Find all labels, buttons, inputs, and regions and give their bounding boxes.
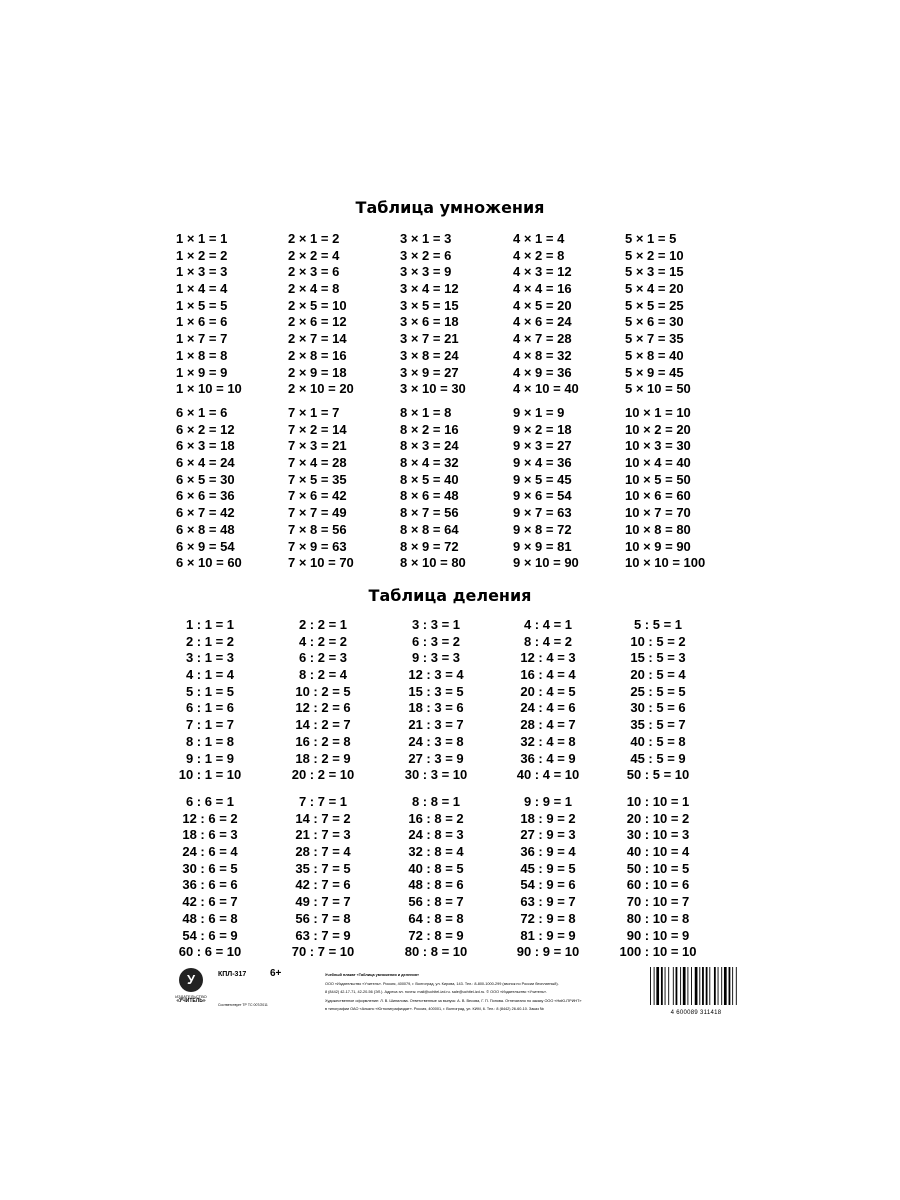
multiplication-row: 7 × 2 = 14	[288, 421, 347, 437]
division-row: 64 : 8 = 8	[408, 910, 464, 926]
division-row: 2 : 2 = 1	[298, 617, 348, 632]
multiplication-row: 9 × 7 = 63	[513, 505, 572, 521]
division-row: 28 : 7 = 4	[295, 844, 351, 860]
multiplication-row: 9 × 8 = 72	[513, 521, 572, 537]
division-row: 50 : 5 = 10	[626, 767, 690, 783]
multiplication-row: 3 × 1 = 3	[400, 231, 452, 246]
division-row: 7 : 1 = 7	[185, 717, 235, 733]
multiplication-row: 9 × 9 = 81	[513, 538, 572, 554]
multiplication-row: 5 × 1 = 5	[625, 231, 677, 246]
division-row: 4 : 4 = 1	[523, 617, 573, 632]
barcode-number: 4 600089 311418	[670, 1010, 722, 1016]
division-row: 12 : 3 = 4	[408, 667, 464, 683]
division-row: 81 : 9 = 9	[520, 927, 576, 943]
division-row: 48 : 8 = 6	[408, 877, 464, 893]
division-row: 56 : 8 = 7	[408, 894, 464, 910]
multiplication-row: 2 × 6 = 12	[288, 314, 347, 330]
division-title: Таблица деления	[368, 586, 532, 605]
division-row: 16 : 4 = 4	[520, 667, 576, 683]
division-row: 30 : 10 = 3	[626, 827, 690, 843]
division-row: 18 : 9 = 2	[520, 810, 576, 826]
division-row: 12 : 2 = 6	[295, 700, 351, 716]
multiplication-row: 5 × 7 = 35	[625, 331, 684, 347]
multiplication-row: 6 × 10 = 60	[176, 555, 242, 571]
division-row: 6 : 1 = 6	[185, 700, 235, 716]
multiplication-row: 9 × 5 = 45	[513, 471, 572, 487]
logo-caption: ИЗДАТЕЛЬСТВО	[175, 994, 207, 999]
multiplication-row: 5 × 6 = 30	[625, 314, 684, 330]
multiplication-row: 3 × 4 = 12	[400, 281, 459, 297]
multiplication-row: 5 × 4 = 20	[625, 281, 684, 297]
division-row: 1 : 1 = 1	[185, 617, 235, 632]
division-row: 32 : 8 = 4	[408, 844, 464, 860]
multiplication-row: 10 × 10 = 100	[625, 555, 706, 571]
multiplication-row: 4 × 4 = 16	[513, 281, 572, 297]
multiplication-row: 8 × 2 = 16	[400, 421, 459, 437]
multiplication-row: 7 × 9 = 63	[288, 538, 347, 554]
publisher-logo	[174, 968, 208, 1010]
division-row: 63 : 9 = 7	[520, 894, 576, 910]
division-row: 80 : 10 = 8	[626, 910, 690, 926]
division-row: 24 : 8 = 3	[408, 827, 464, 843]
multiplication-row: 5 × 9 = 45	[625, 364, 684, 380]
division-row: 60 : 6 = 10	[178, 944, 242, 960]
footer	[0, 962, 900, 1032]
division-row: 72 : 9 = 8	[520, 910, 576, 926]
division-row: 10 : 10 = 1	[626, 794, 690, 809]
publisher-info-line: ООО «Издательство «Учитель». Россия, 400079, г. Волгоград, ул. Кирова, 143. Тел.: 8-800-1000-299 (звонок по России бесплатный).	[325, 981, 559, 986]
division-row: 6 : 6 = 1	[185, 794, 235, 809]
multiplication-row: 7 × 7 = 49	[288, 505, 347, 521]
division-row: 90 : 9 = 10	[516, 944, 580, 960]
division-row: 28 : 4 = 7	[520, 717, 576, 733]
division-row: 30 : 5 = 6	[630, 700, 686, 716]
multiplication-row: 8 × 8 = 64	[400, 521, 459, 537]
division-row: 20 : 10 = 2	[626, 810, 690, 826]
multiplication-row: 2 × 5 = 10	[288, 297, 347, 313]
division-row: 54 : 9 = 6	[520, 877, 576, 893]
division-row: 4 : 1 = 4	[185, 667, 235, 683]
multiplication-row: 4 × 6 = 24	[513, 314, 572, 330]
division-row: 30 : 3 = 10	[404, 767, 468, 783]
multiplication-column	[625, 231, 765, 398]
multiplication-row: 4 × 2 = 8	[513, 247, 565, 263]
multiplication-row: 4 × 8 = 32	[513, 347, 572, 363]
multiplication-row: 4 × 1 = 4	[513, 231, 565, 246]
multiplication-row: 8 × 9 = 72	[400, 538, 459, 554]
multiplication-row: 5 × 8 = 40	[625, 347, 684, 363]
multiplication-row: 2 × 3 = 6	[288, 264, 340, 280]
multiplication-row: 1 × 6 = 6	[176, 314, 228, 330]
division-row: 32 : 4 = 8	[520, 733, 576, 749]
multiplication-row: 4 × 5 = 20	[513, 297, 572, 313]
multiplication-row: 4 × 3 = 12	[513, 264, 572, 280]
division-row: 100 : 10 = 10	[619, 944, 697, 960]
division-row: 10 : 5 = 2	[630, 633, 686, 649]
division-row: 63 : 7 = 9	[295, 927, 351, 943]
division-row: 60 : 10 = 6	[626, 877, 690, 893]
division-row: 70 : 7 = 10	[291, 944, 355, 960]
multiplication-row: 7 × 8 = 56	[288, 521, 347, 537]
division-row: 7 : 7 = 1	[298, 794, 348, 809]
multiplication-row: 9 × 4 = 36	[513, 455, 572, 471]
multiplication-title: Таблица умножения	[355, 198, 545, 217]
division-row: 5 : 1 = 5	[185, 683, 235, 699]
division-column	[588, 794, 728, 961]
division-row: 8 : 2 = 4	[298, 667, 348, 683]
multiplication-row: 7 × 6 = 42	[288, 488, 347, 504]
division-row: 42 : 6 = 7	[182, 894, 238, 910]
multiplication-row: 2 × 2 = 4	[288, 247, 340, 263]
division-row: 24 : 4 = 6	[520, 700, 576, 716]
multiplication-row: 3 × 10 = 30	[400, 381, 466, 397]
multiplication-row: 5 × 10 = 50	[625, 381, 691, 397]
multiplication-row: 3 × 7 = 21	[400, 331, 459, 347]
division-row: 8 : 1 = 8	[185, 733, 235, 749]
multiplication-row: 8 × 10 = 80	[400, 555, 466, 571]
product-code: КПЛ-317	[218, 971, 247, 978]
division-row: 27 : 3 = 9	[408, 750, 464, 766]
multiplication-row: 3 × 6 = 18	[400, 314, 459, 330]
division-row: 12 : 4 = 3	[520, 650, 576, 666]
multiplication-row: 10 × 1 = 10	[625, 405, 691, 420]
multiplication-row: 8 × 5 = 40	[400, 471, 459, 487]
division-row: 42 : 7 = 6	[295, 877, 351, 893]
division-row: 6 : 2 = 3	[298, 650, 348, 666]
multiplication-row: 6 × 9 = 54	[176, 538, 235, 554]
multiplication-row: 2 × 7 = 14	[288, 331, 347, 347]
multiplication-row: 9 × 1 = 9	[513, 405, 565, 420]
multiplication-row: 3 × 2 = 6	[400, 247, 452, 263]
multiplication-row: 4 × 10 = 40	[513, 381, 579, 397]
multiplication-row: 1 × 1 = 1	[176, 231, 228, 246]
division-row: 8 : 4 = 2	[523, 633, 573, 649]
multiplication-row: 7 × 3 = 21	[288, 438, 347, 454]
multiplication-row: 10 × 9 = 90	[625, 538, 691, 554]
multiplication-row: 2 × 9 = 18	[288, 364, 347, 380]
multiplication-row: 1 × 9 = 9	[176, 364, 228, 380]
publisher-info	[325, 971, 625, 1014]
multiplication-row: 1 × 4 = 4	[176, 281, 228, 297]
multiplication-row: 8 × 1 = 8	[400, 405, 452, 420]
division-row: 16 : 8 = 2	[408, 810, 464, 826]
multiplication-row: 6 × 4 = 24	[176, 455, 235, 471]
division-row: 10 : 1 = 10	[178, 767, 242, 783]
division-row: 36 : 4 = 9	[520, 750, 576, 766]
multiplication-row: 1 × 7 = 7	[176, 331, 228, 347]
multiplication-row: 6 × 7 = 42	[176, 505, 235, 521]
division-row: 40 : 10 = 4	[626, 844, 690, 860]
multiplication-row: 5 × 5 = 25	[625, 297, 684, 313]
division-row: 14 : 7 = 2	[295, 810, 351, 826]
multiplication-row: 6 × 1 = 6	[176, 405, 228, 420]
division-row: 10 : 2 = 5	[295, 683, 351, 699]
multiplication-row: 6 × 8 = 48	[176, 521, 235, 537]
multiplication-row: 1 × 8 = 8	[176, 347, 228, 363]
multiplication-row: 9 × 10 = 90	[513, 555, 579, 571]
multiplication-row: 1 × 2 = 2	[176, 247, 228, 263]
division-row: 30 : 6 = 5	[182, 860, 238, 876]
division-row: 18 : 6 = 3	[182, 827, 238, 843]
multiplication-row: 5 × 3 = 15	[625, 264, 684, 280]
multiplication-row: 2 × 4 = 8	[288, 281, 340, 297]
division-row: 27 : 9 = 3	[520, 827, 576, 843]
division-row: 72 : 8 = 9	[408, 927, 464, 943]
multiplication-row: 2 × 10 = 20	[288, 381, 354, 397]
multiplication-row: 6 × 2 = 12	[176, 421, 235, 437]
division-row: 12 : 6 = 2	[182, 810, 238, 826]
division-row: 70 : 10 = 7	[626, 894, 690, 910]
multiplication-row: 3 × 5 = 15	[400, 297, 459, 313]
division-row: 20 : 4 = 5	[520, 683, 576, 699]
multiplication-row: 10 × 7 = 70	[625, 505, 691, 521]
multiplication-row: 6 × 3 = 18	[176, 438, 235, 454]
division-row: 4 : 2 = 2	[298, 633, 348, 649]
publisher-info-line: в типографии ОАО «Альянс «Югполиграфиздат». Россия, 400001, г. Волгоград, ул. КИМ, 6. Тел.: 8 (8442) 26-60-10. Заказ №	[325, 1007, 545, 1012]
division-row: 15 : 5 = 3	[630, 650, 686, 666]
multiplication-row: 7 × 1 = 7	[288, 405, 340, 420]
division-row: 80 : 8 = 10	[404, 944, 468, 960]
multiplication-column	[625, 405, 765, 572]
publisher-logo-icon: У	[179, 968, 203, 992]
multiplication-row: 9 × 6 = 54	[513, 488, 572, 504]
multiplication-row: 4 × 9 = 36	[513, 364, 572, 380]
multiplication-row: 3 × 8 = 24	[400, 347, 459, 363]
division-row: 40 : 8 = 5	[408, 860, 464, 876]
division-row: 5 : 5 = 1	[633, 617, 683, 632]
division-row: 18 : 2 = 9	[295, 750, 351, 766]
multiplication-row: 1 × 3 = 3	[176, 264, 228, 280]
multiplication-row: 3 × 3 = 9	[400, 264, 452, 280]
division-row: 15 : 3 = 5	[408, 683, 464, 699]
multiplication-row: 10 × 5 = 50	[625, 471, 691, 487]
division-row: 3 : 3 = 1	[411, 617, 461, 632]
multiplication-row: 8 × 7 = 56	[400, 505, 459, 521]
multiplication-row: 8 × 3 = 24	[400, 438, 459, 454]
division-row: 6 : 3 = 2	[411, 633, 461, 649]
multiplication-row: 6 × 5 = 30	[176, 471, 235, 487]
multiplication-row: 2 × 1 = 2	[288, 231, 340, 246]
division-row: 20 : 5 = 4	[630, 667, 686, 683]
publisher-info-line: Художественное оформление: Л. В. Шипилова. Ответственные за выпуск: А. В. Весова, Г. П. Попова. Отпечатано по заказу ООО «НиЮ-ПРИНТ»	[325, 998, 582, 1003]
division-row: 40 : 5 = 8	[630, 733, 686, 749]
division-row: 24 : 6 = 4	[182, 844, 238, 860]
division-row: 40 : 4 = 10	[516, 767, 580, 783]
multiplication-row: 10 × 4 = 40	[625, 455, 691, 471]
publisher-info-line: 8 (8442) 42-17-71, 42-20-56 (ЭЛ.). Адреса эл. почты: mail@uchitel-izd.ru. sale@uchitel-izd.ru. © ООО «Издательство «Учитель».	[325, 990, 548, 995]
division-row: 21 : 3 = 7	[408, 717, 464, 733]
certificate-note: Соответствует ТР ТС 007/2011	[218, 1003, 268, 1007]
division-row: 48 : 6 = 8	[182, 910, 238, 926]
multiplication-row: 9 × 2 = 18	[513, 421, 572, 437]
division-row: 54 : 6 = 9	[182, 927, 238, 943]
division-row: 56 : 7 = 8	[295, 910, 351, 926]
division-row: 90 : 10 = 9	[626, 927, 690, 943]
division-row: 8 : 8 = 1	[411, 794, 461, 809]
multiplication-row: 9 × 3 = 27	[513, 438, 572, 454]
multiplication-row: 8 × 4 = 32	[400, 455, 459, 471]
multiplication-row: 6 × 6 = 36	[176, 488, 235, 504]
multiplication-row: 10 × 3 = 30	[625, 438, 691, 454]
division-row: 16 : 2 = 8	[295, 733, 351, 749]
division-row: 24 : 3 = 8	[408, 733, 464, 749]
multiplication-row: 7 × 5 = 35	[288, 471, 347, 487]
division-row: 50 : 10 = 5	[626, 860, 690, 876]
multiplication-row: 7 × 10 = 70	[288, 555, 354, 571]
multiplication-row: 10 × 8 = 80	[625, 521, 691, 537]
division-row: 35 : 7 = 5	[295, 860, 351, 876]
division-row: 9 : 3 = 3	[411, 650, 461, 666]
division-row: 45 : 5 = 9	[630, 750, 686, 766]
division-row: 36 : 6 = 6	[182, 877, 238, 893]
division-row: 49 : 7 = 7	[295, 894, 351, 910]
division-row: 45 : 9 = 5	[520, 860, 576, 876]
multiplication-row: 5 × 2 = 10	[625, 247, 684, 263]
multiplication-row: 4 × 7 = 28	[513, 331, 572, 347]
division-row: 20 : 2 = 10	[291, 767, 355, 783]
multiplication-row: 1 × 5 = 5	[176, 297, 228, 313]
multiplication-row: 2 × 8 = 16	[288, 347, 347, 363]
multiplication-row: 3 × 9 = 27	[400, 364, 459, 380]
multiplication-row: 7 × 4 = 28	[288, 455, 347, 471]
multiplication-row: 1 × 10 = 10	[176, 381, 242, 397]
division-row: 36 : 9 = 4	[520, 844, 576, 860]
age-rating: 6+	[270, 968, 282, 979]
multiplication-row: 8 × 6 = 48	[400, 488, 459, 504]
division-row: 18 : 3 = 6	[408, 700, 464, 716]
division-row: 35 : 5 = 7	[630, 717, 686, 733]
multiplication-row: 10 × 2 = 20	[625, 421, 691, 437]
division-row: 21 : 7 = 3	[295, 827, 351, 843]
division-row: 14 : 2 = 7	[295, 717, 351, 733]
logo-caption-name: «УЧИТЕЛЬ»	[176, 998, 206, 1004]
division-column	[588, 617, 728, 784]
division-row: 2 : 1 = 2	[185, 633, 235, 649]
division-row: 25 : 5 = 5	[630, 683, 686, 699]
division-row: 9 : 9 = 1	[523, 794, 573, 809]
division-row: 3 : 1 = 3	[185, 650, 235, 666]
multiplication-row: 10 × 6 = 60	[625, 488, 691, 504]
publisher-info-line: Учебный плакат «Таблица умножения и деления»	[325, 973, 420, 977]
barcode-icon	[648, 967, 744, 1007]
division-row: 9 : 1 = 9	[185, 750, 235, 766]
